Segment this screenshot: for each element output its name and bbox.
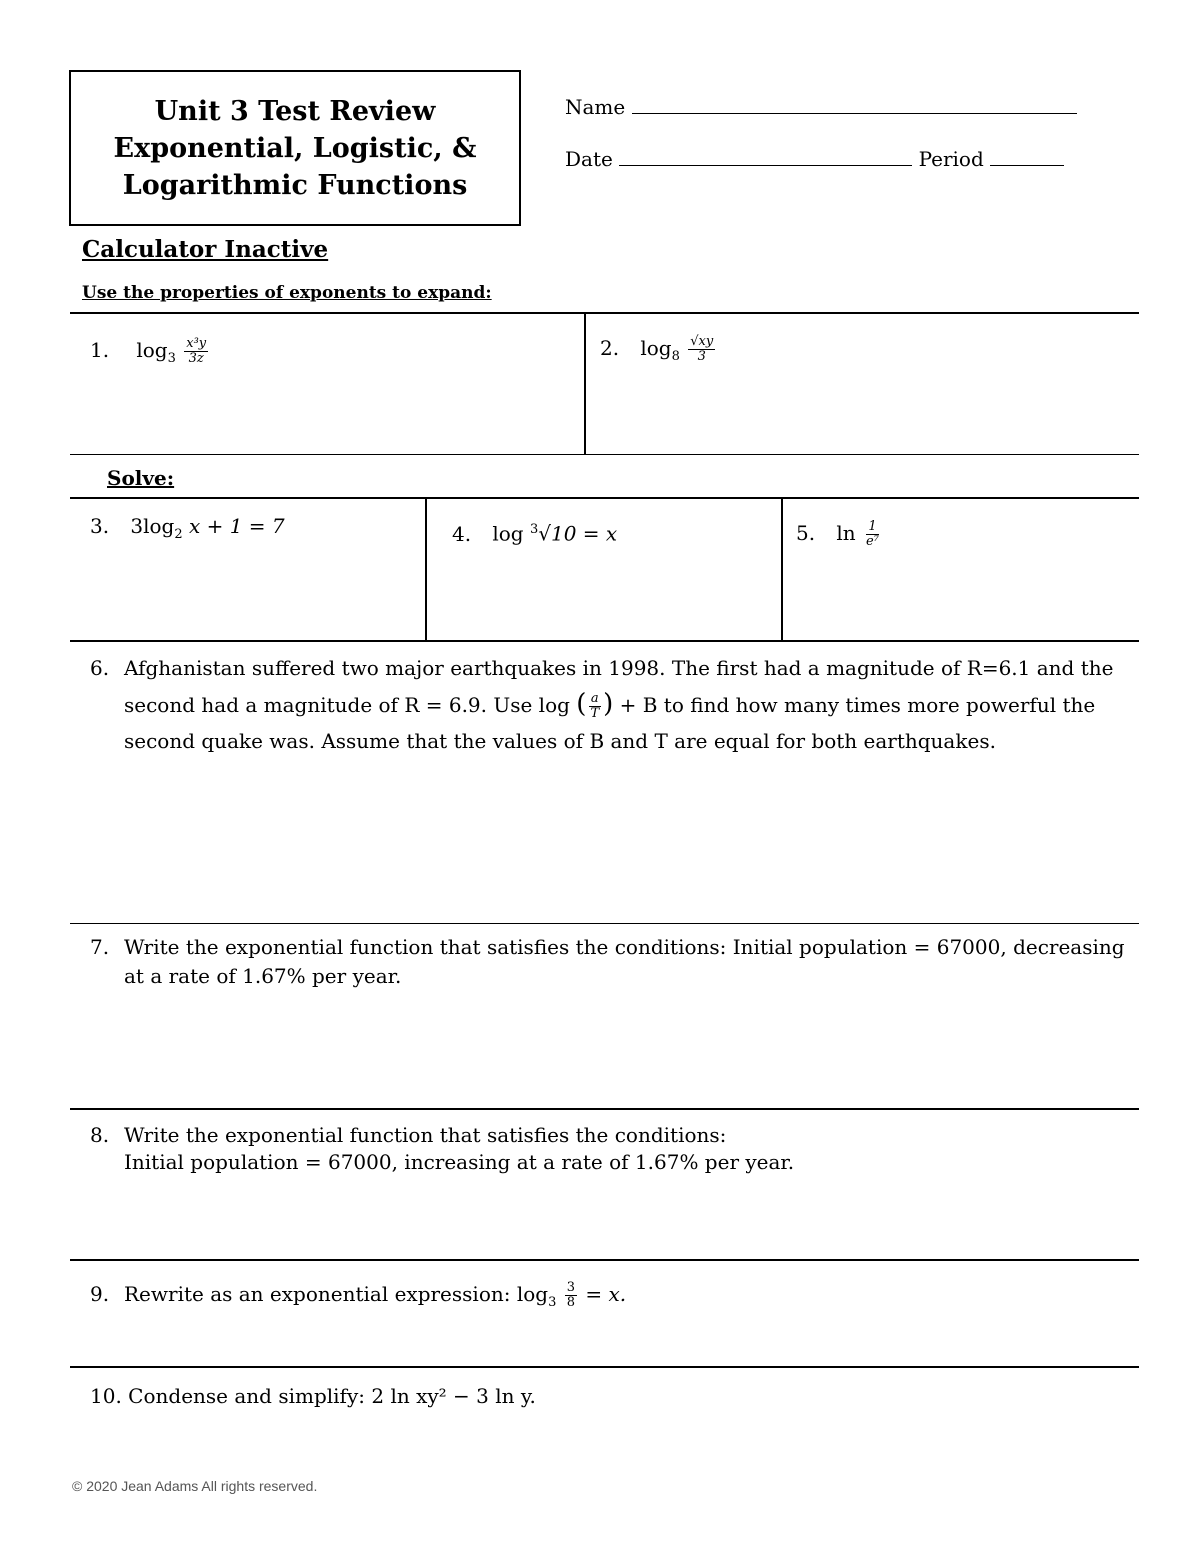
fraction [565,1281,577,1310]
question-number: 9. [90,1282,110,1306]
divider [70,312,1139,314]
name-label: Name [565,95,626,119]
question-text: + B to find how many times more powerful the [619,693,1096,717]
divider [70,454,1139,455]
fraction-numerator: x³y [186,336,207,351]
date-blank[interactable] [619,147,912,166]
expression: 3log [130,514,175,538]
question-number: 2. [600,336,620,360]
name-blank[interactable] [632,95,1077,114]
fraction-denominator: T [590,706,600,721]
period-blank[interactable] [990,147,1064,166]
question-text: Write the exponential function that satisfies the conditions: [124,1123,727,1147]
expression: x + 1 = 7 [188,514,285,538]
date-field [565,147,1064,171]
log-text: log [640,336,672,360]
question-number: 1. [90,338,110,362]
question-6: 6. Afghanistan suffered two major earthquakes in 1998. The first had a magnitude of R=6.1 and the second had a magnitude of R = 6.9. Use log ( $\frac{a}{T}$ ) + B to find how many times more powerful the second quake was. Assume that the values of B and T are equal for both earthquakes. [90,650,1130,759]
fraction-denominator: e⁷ [866,534,879,549]
expression: √10 = x [538,521,618,546]
fraction-numerator: a [590,691,599,706]
question-3 [90,508,285,553]
divider [781,497,783,640]
fraction [588,692,601,721]
log-base: 8 [671,349,680,364]
question-text: second quake was. Assume that the values of B and T are equal for both earthquakes. [124,729,996,753]
question-text: second had a magnitude of R = 6.9. Use log [124,693,570,717]
root-index: 3 [529,522,539,537]
divider [425,497,427,640]
question-text: at a rate of 1.67% per year. [124,964,402,988]
expression: ln [836,521,856,545]
fraction [688,335,715,364]
question-number: 6. [90,656,110,680]
divider [70,640,1139,642]
title-line-2: Exponential, Logistic, & [113,132,477,164]
title-box [69,70,521,226]
divider [70,497,1139,499]
fraction-numerator: 1 [868,519,877,534]
question-5 [796,515,883,551]
section-heading: Calculator Inactive [82,236,329,263]
question-1 [90,332,210,377]
fraction-numerator: 3 [566,1280,575,1295]
question-9 [90,1276,626,1321]
title-line-1: Unit 3 Test Review [154,95,436,127]
fraction-denominator: 3 [697,349,706,364]
divider [584,312,586,454]
question-text: Write the exponential function that satisfies the conditions: Initial population = 67000, decreasing [124,935,1125,959]
question-text: Initial population = 67000, increasing at a rate of 1.67% per year. [124,1150,795,1174]
question-4 [452,512,617,552]
fraction [864,520,881,549]
fraction [184,337,208,366]
divider [70,1259,1139,1261]
fraction-numerator: √xy [690,334,714,349]
log-base: 3 [167,351,176,366]
question-number: 4. [452,521,472,546]
copyright-footer: © 2020 Jean Adams All rights reserved. [72,1478,318,1494]
fraction-denominator: 3z [188,351,204,366]
log-base: 2 [174,527,183,542]
log-base: 3 [548,1295,557,1310]
question-number: 8. [90,1123,110,1147]
question-number: 3. [90,514,110,538]
name-field [565,95,1077,119]
expression: log [492,521,530,546]
question-2 [600,330,717,375]
question-7 [90,933,1135,991]
section-instruction: Use the properties of exponents to expand: [82,283,492,303]
title-line-3: Logarithmic Functions [122,169,468,201]
question-number: 5. [796,521,816,545]
question-text: Condense and simplify: 2 ln xy² − 3 ln y. [128,1384,536,1408]
question-text: Afghanistan suffered two major earthquakes in 1998. The first had a magnitude of R=6.1 and the [124,656,1114,680]
divider [70,1108,1139,1110]
question-number: 10. [90,1384,122,1408]
question-number: 7. [90,935,110,959]
log-text: log [136,338,168,362]
period-label: Period [918,147,984,171]
question-8 [90,1122,794,1176]
expression: = x. [585,1282,627,1306]
question-text: Rewrite as an exponential expression: log [124,1282,549,1306]
question-10 [90,1378,536,1414]
fraction-denominator: 8 [566,1295,575,1310]
solve-label: Solve: [107,466,175,490]
divider [70,923,1139,924]
date-label: Date [565,147,613,171]
divider [70,1366,1139,1368]
